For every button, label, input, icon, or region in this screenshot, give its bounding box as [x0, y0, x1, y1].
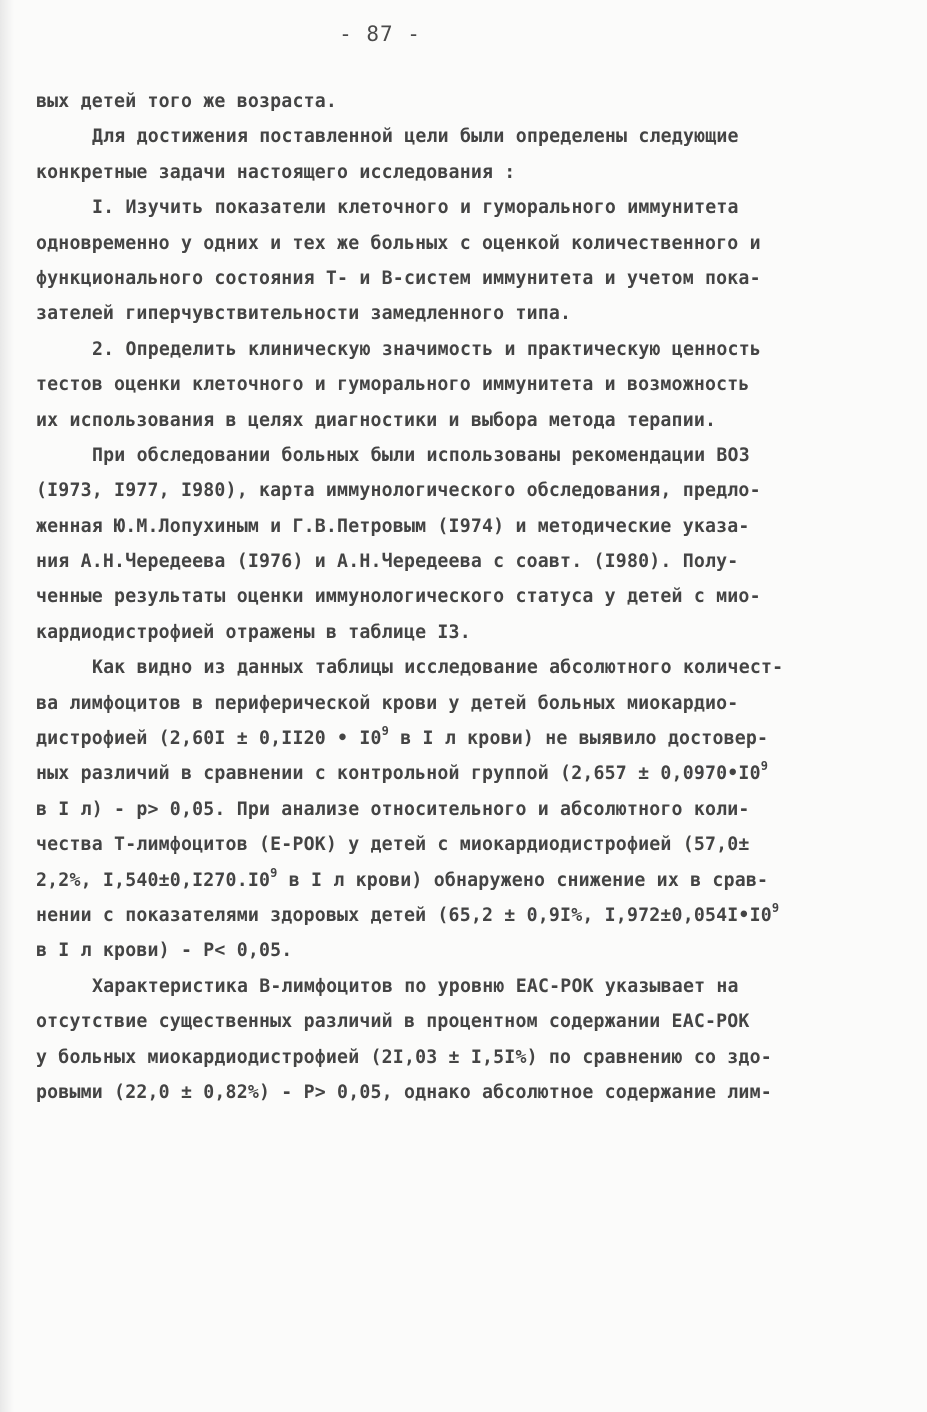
- paragraph-start-line: Для достижения поставленной цели были определены следующие: [92, 126, 739, 148]
- text-line-with-exponent: [36, 898, 896, 933]
- text-segment: дистрофией (2,60I ± 0,II20 • I0: [36, 728, 382, 750]
- text-line: ва лимфоцитов в периферической крови у детей больных миокардио-: [36, 692, 739, 714]
- text-segment: нении с показателями здоровых детей (65,2 ± 0,9I%, I,972±0,054I•I0: [36, 904, 772, 926]
- text-line-with-exponent: [36, 863, 896, 898]
- text-line: женная Ю.М.Лопухиным и Г.В.Петровым (I974) и методические указа-: [36, 515, 750, 537]
- paragraph-start-line: Характеристика В-лимфоцитов по уровню ЕАС-РОК указывает на: [92, 975, 739, 997]
- list-item-1-line: I. Изучить показатели клеточного и гуморального иммунитета: [92, 197, 739, 219]
- body-text: [36, 84, 896, 1110]
- text-line: функционального состояния Т- и В-систем иммунитета и учетом пока-: [36, 267, 761, 289]
- exponent: 9: [381, 724, 390, 739]
- text-line: чества Т-лимфоцитов (Е-РОК) у детей с миокардиодистрофией (57,0±: [36, 834, 750, 856]
- paragraph-start-line: Как видно из данных таблицы исследование абсолютного количест-: [92, 657, 784, 679]
- scan-edge-shadow: [0, 0, 14, 1412]
- page-number: - 87 -: [339, 22, 421, 46]
- list-item-2-line: 2. Определить клиническую значимость и практическую ценность: [92, 338, 761, 360]
- text-line: ченные результаты оценки иммунологического статуса у детей с мио-: [36, 586, 761, 608]
- text-line: ровыми (22,0 ± 0,82%) - P> 0,05, однако абсолютное содержание лим-: [36, 1081, 772, 1103]
- text-segment: ных различий в сравнении с контрольной группой (2,657 ± 0,0970•I0: [36, 763, 761, 785]
- text-line: тестов оценки клеточного и гуморального иммунитета и возможность: [36, 374, 750, 396]
- text-line: ния А.Н.Чередеева (I976) и А.Н.Чередеева с соавт. (I980). Полу-: [36, 551, 739, 573]
- text-line-with-exponent: [36, 721, 896, 756]
- exponent: 9: [771, 900, 780, 915]
- exponent: 9: [270, 865, 278, 880]
- text-line: конкретные задачи настоящего исследования :: [36, 161, 516, 183]
- text-line: у больных миокардиодистрофией (2I,03 ± I,5I%) по сравнению со здо-: [36, 1046, 772, 1068]
- text-line: в I л) - p> 0,05. При анализе относительного и абсолютного коли-: [36, 798, 750, 820]
- text-line: в I л крови) - P< 0,05.: [36, 940, 293, 962]
- text-line: кардиодистрофией отражены в таблице I3.: [36, 621, 471, 643]
- text-line: одновременно у одних и тех же больных с оценкой количественного и: [36, 232, 761, 254]
- text-line-with-exponent: [36, 756, 896, 791]
- text-segment: в I л крови) не выявило достовер-: [389, 728, 769, 750]
- text-line: отсутствие существенных различий в процентном содержании ЕАС-РОК: [36, 1011, 750, 1033]
- exponent: 9: [760, 759, 769, 774]
- paragraph-start-line: При обследовании больных были использованы рекомендации ВОЗ: [92, 444, 750, 466]
- text-segment: 2,2%, I,540±0,I270.I0: [36, 869, 271, 891]
- text-line: их использования в целях диагностики и выбора метода терапии.: [36, 409, 717, 431]
- text-line: зателей гиперчувствительности замедленного типа.: [36, 303, 572, 325]
- text-line: вых детей того же возраста.: [36, 91, 338, 112]
- text-line: (I973, I977, I980), карта иммунологического обследования, предло-: [36, 480, 761, 502]
- text-segment: в I л крови) обнаружено снижение их в срав-: [277, 869, 769, 891]
